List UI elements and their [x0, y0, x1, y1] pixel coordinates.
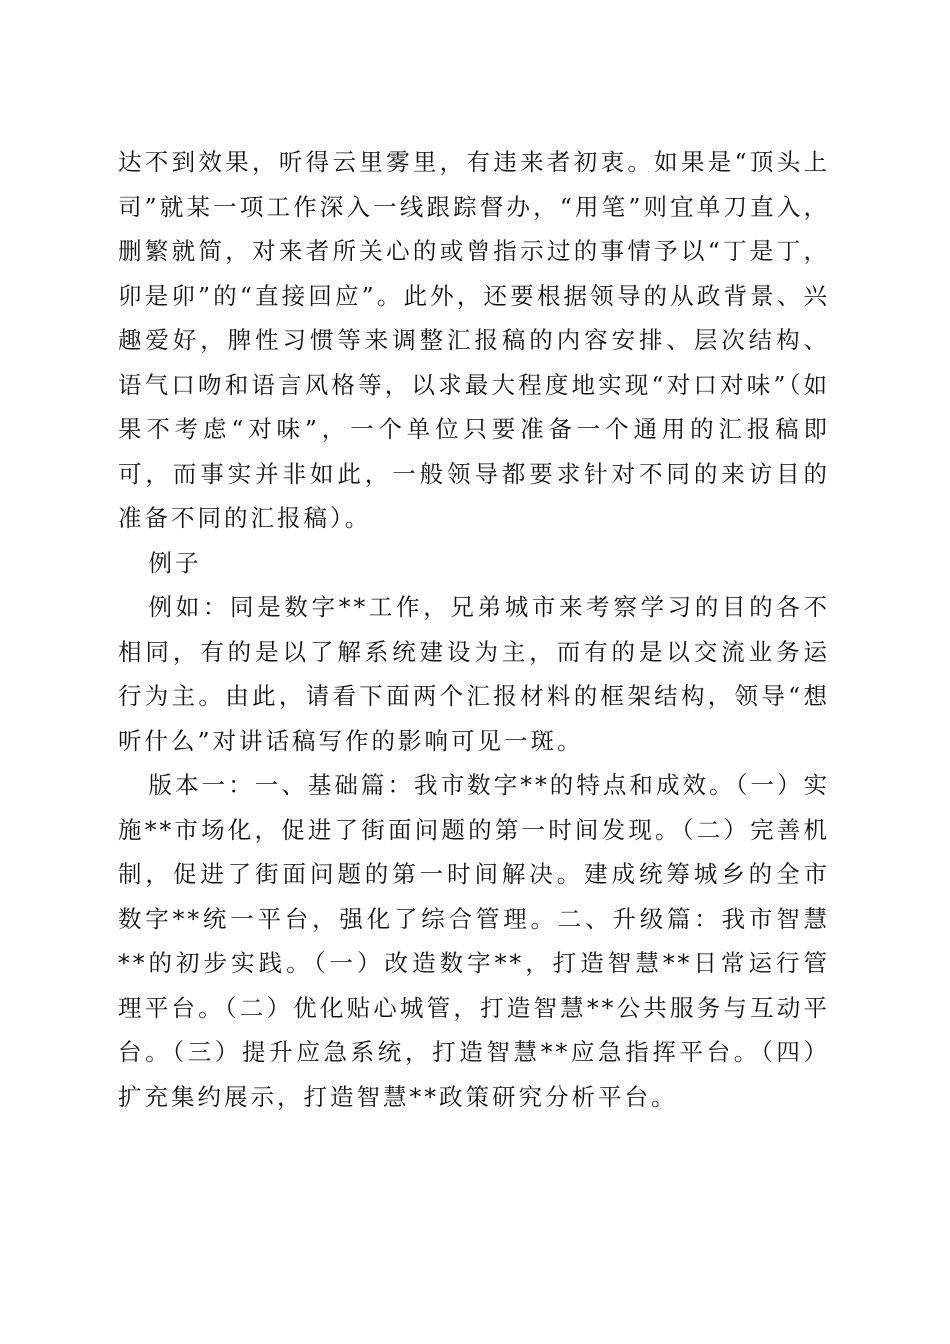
paragraph-example: 例如：同是数字**工作，兄弟城市来考察学习的目的各不相同，有的是以了解系统建设为主，而有的是以交流业务运行为主。由此，请看下面两个汇报材料的框架结构，领导“想听什么”对讲话稿写作的影响可见一斑。 — [118, 593, 830, 755]
paragraph-continuation: 达不到效果，听得云里雾里，有违来者初衷。如果是“顶头上司”就某一项工作深入一线跟踪督办，“用笔”则宜单刀直入，删繁就简，对来者所关心的或曾指示过的事情予以“丁是丁，卯是卯”的“直接回应”。此外，还要根据领导的从政背景、兴趣爱好，脾性习惯等来调整汇报稿的内容安排、层次结构、语气口吻和语言风格等，以求最大程度地实现“对口对味”（如果不考虑“对味”，一个单位只要准备一个通用的汇报稿即可，而事实并非如此，一般领导都要求针对不同的来访目的准备不同的汇报稿）。 — [118, 148, 830, 532]
document-body — [118, 140, 830, 1119]
paragraph-example-heading: 例子 — [148, 548, 202, 577]
paragraph-version-one: 版本一：一、基础篇：我市数字**的特点和成效。（一）实施**市场化，促进了街面问题的第一时间发现。（二）完善机制，促进了街面问题的第一时间解决。建成统筹城乡的全市数字**统一平台，强化了综合管理。二、升级篇：我市智慧**的初步实践。（一）改造数字**，打造智慧**日常运行管理平台。（二）优化贴心城管，打造智慧**公共服务与互动平台。（三）提升应急系统，打造智慧**应急指挥平台。（四）扩充集约展示，打造智慧**政策研究分析平台。 — [118, 771, 830, 1111]
